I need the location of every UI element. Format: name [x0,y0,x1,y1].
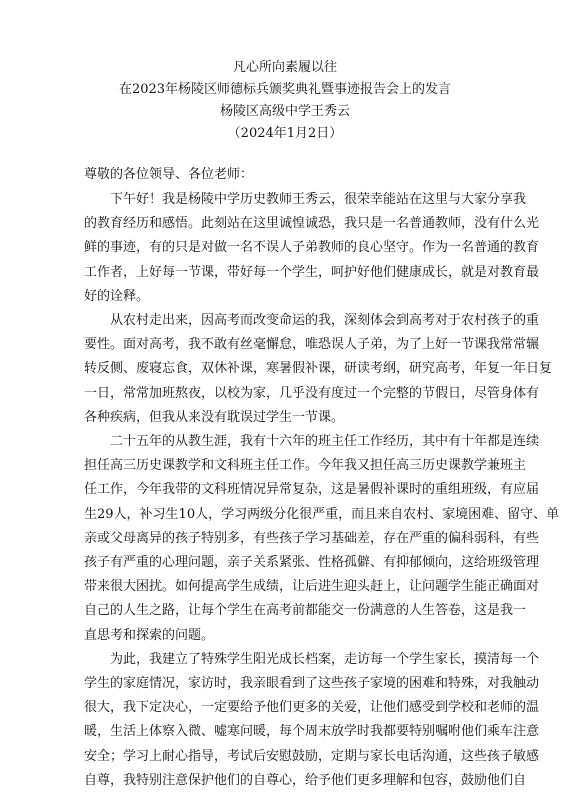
body-line: 直思考和探索的问题。 [84,627,215,643]
body-line: 一日，常常加班熬夜，以校为家，几乎没有度过一个完整的节假日，尽管身体有 [84,385,540,401]
body-line: 孩子有严重的心理问题，亲子关系紧张、性格孤僻、有抑郁倾向，这给班级管理 [84,555,540,570]
body-line: 带来很大困扰。如何提高学生成绩，让后进生迎头赶上，让问题学生能正确面对 [84,579,540,595]
body-line: 很大，我下定决心，一定要给予他们更多的关爱，让他们感受到学校和老师的温 [84,700,540,716]
body-line: 转反侧、废寝忘食，双休补课，寒暑假补课，研读考纲，研究高考，年复一年日复 [84,361,553,377]
body-line: 二十五年的从教生涯，我有十六年的班主任工作经历，其中有十年都是连续 [84,434,540,449]
salutation: 尊敬的各位领导、各位老师： [84,167,254,182]
body-line: 好的诠释。 [84,288,150,304]
document-date: （2024年1月2日） [227,126,343,141]
body-line: 鲜的事迹，有的只是对做一名不误人子弟教师的良心坚守。作为一名普通的教育 [84,240,540,256]
body-line: 下午好！我是杨陵中学历史教师王秀云，很荣幸能站在这里与大家分享我 [84,192,527,207]
body-line: 暖，生活上体察入微、嘘寒问暖，每个周末放学时我都要特别嘱咐他们乘车注意 [84,724,540,740]
body-line: 学生的家庭情况，家访时，我亲眼看到了这些孩子家境的困难和特殊，对我触动 [84,676,540,691]
body-line: 从农村走出来，因高考而改变命运的我，深刻体会到高考对于农村孩子的重 [84,313,540,328]
document-title: 凡心所向素履以往 [232,60,337,75]
body-line: 自己的人生之路，让每个学生在高考前都能交一份满意的人生答卷，这是我一 [84,603,527,619]
body-line: 工作者，上好每一节课，带好每一个学生，呵护好他们健康成长，就是对教育最 [84,264,540,280]
body-line: 自尊，我特别注意保护他们的自尊心，给予他们更多理解和包容，鼓励他们自 [84,772,527,788]
body-line: 的教育经历和感悟。此刻站在这里诚惶诚恐，我只是一名普通教师，没有什么光 [84,216,540,232]
body-line: 要性。面对高考，我不敢有丝毫懈怠，唯恐误人子弟，为了上好一节课我常常辗 [84,337,540,353]
body-line: 安全；学习上耐心指导，考试后安慰鼓励，定期与家长电话沟通，这些孩子敏感 [84,748,540,764]
body-line: 担任高三历史课教学和文科班主任工作。今年我又担任高三历史课教学兼班主 [84,458,527,474]
author-line: 杨陵区高级中学王秀云 [219,104,350,119]
body-line: 生29人，补习生10人，学习两级分化很严重，而且来自农村、家境困难、留守、单 [84,506,560,522]
body-line: 亲或父母离异的孩子特别多，有些孩子学习基础差，存在严重的偏科弱科，有些 [84,530,540,546]
body-line: 任工作，今年我带的文科班情况异常复杂，这是暑假补课时的重组班级，有应届 [84,482,540,498]
body-line: 各种疾病，但我从来没有耽误过学生一节课。 [84,409,345,425]
document-subtitle: 在2023年杨陵区师德标兵颁奖典礼暨事迹报告会上的发言 [118,82,452,97]
body-line: 为此，我建立了特殊学生阳光成长档案，走访每一个学生家长，摸清每一个 [84,651,540,667]
